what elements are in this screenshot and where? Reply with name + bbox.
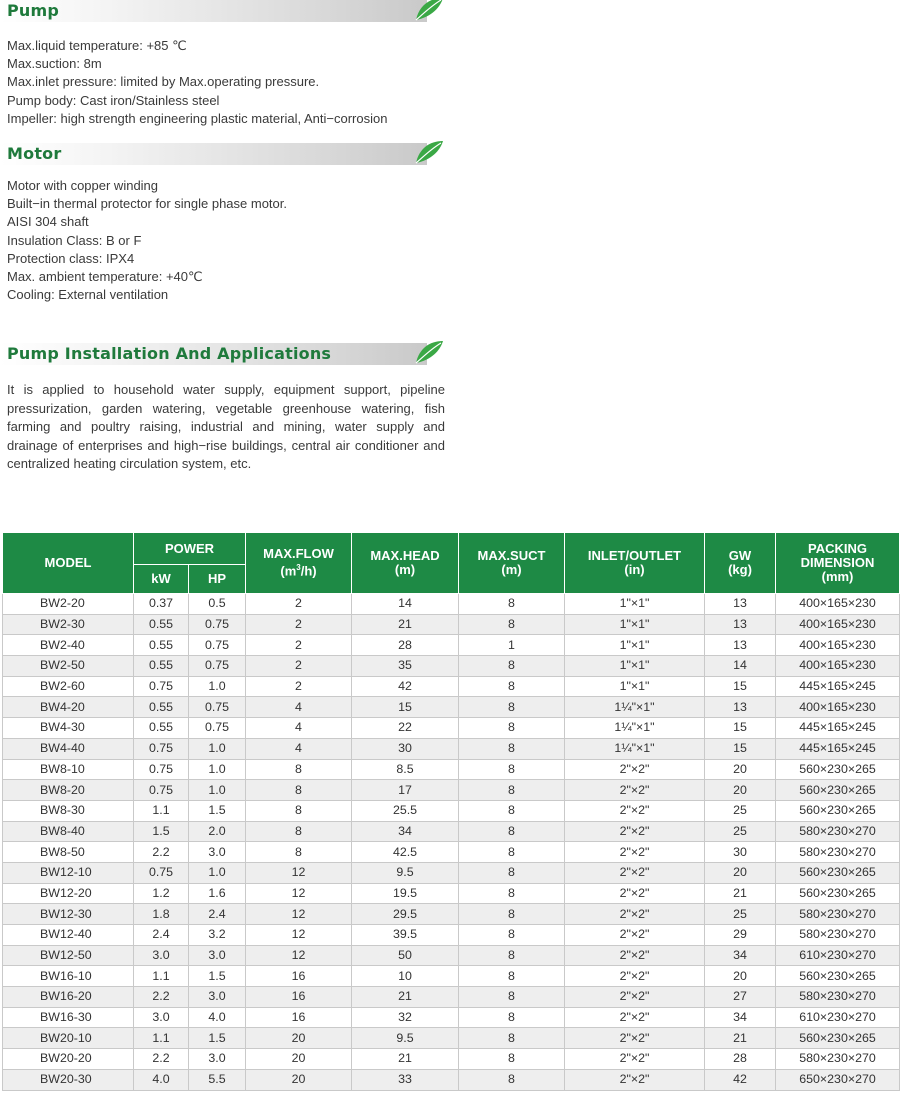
header-label: PACKING [808, 541, 867, 556]
header-unit: (kg) [728, 562, 752, 577]
cell-inlet-outlet: 2"×2" [565, 780, 705, 801]
header-label: DIMENSION [800, 555, 875, 570]
section-header-applications [0, 343, 445, 365]
cell-inlet-outlet: 2"×2" [565, 883, 705, 904]
cell-gw: 27 [705, 987, 776, 1008]
cell-max-flow: 4 [246, 697, 352, 718]
cell-max-suct: 8 [459, 697, 565, 718]
cell-max-suct: 8 [459, 862, 565, 883]
cell-max-head: 19.5 [352, 883, 459, 904]
cell-max-flow: 12 [246, 945, 352, 966]
cell-inlet-outlet: 1"×1" [565, 656, 705, 677]
cell-inlet-outlet: 1¼"×1" [565, 738, 705, 759]
cell-max-suct: 8 [459, 718, 565, 739]
unit-part: (m [280, 563, 297, 579]
unit-part: /h) [300, 563, 317, 579]
table-row [3, 842, 900, 863]
cell-gw: 14 [705, 656, 776, 677]
cell-inlet-outlet: 1"×1" [565, 594, 705, 615]
cell-inlet-outlet: 2"×2" [565, 759, 705, 780]
cell-hp: 0.75 [189, 718, 246, 739]
cell-packing: 560×230×265 [776, 800, 900, 821]
cell-max-suct: 8 [459, 883, 565, 904]
cell-gw: 28 [705, 1049, 776, 1070]
header-label: MAX.FLOW [263, 546, 334, 562]
cell-inlet-outlet: 2"×2" [565, 1069, 705, 1090]
cell-packing: 650×230×270 [776, 1069, 900, 1090]
cell-hp: 0.75 [189, 614, 246, 635]
cell-gw: 15 [705, 676, 776, 697]
col-header-kw: kW [134, 565, 189, 594]
header-unit: (mm) [821, 569, 854, 584]
spec-line: Max. ambient temperature: +40℃ [7, 269, 203, 285]
cell-model: BW8-30 [3, 800, 134, 821]
cell-kw: 3.0 [134, 1007, 189, 1028]
cell-model: BW16-10 [3, 966, 134, 987]
cell-max-flow: 2 [246, 614, 352, 635]
cell-hp: 5.5 [189, 1069, 246, 1090]
header-label: GW [728, 548, 752, 563]
cell-hp: 1.5 [189, 1028, 246, 1049]
cell-packing: 580×230×270 [776, 821, 900, 842]
cell-model: BW4-20 [3, 697, 134, 718]
cell-max-head: 22 [352, 718, 459, 739]
cell-max-head: 50 [352, 945, 459, 966]
table-row [3, 862, 900, 883]
cell-max-flow: 8 [246, 759, 352, 780]
cell-max-flow: 8 [246, 780, 352, 801]
table-row [3, 925, 900, 946]
cell-inlet-outlet: 1¼"×1" [565, 697, 705, 718]
table-row [3, 656, 900, 677]
header-label: INLET/OUTLET [587, 548, 682, 563]
cell-hp: 1.5 [189, 966, 246, 987]
col-header-gw [705, 533, 776, 594]
cell-hp: 1.0 [189, 759, 246, 780]
cell-model: BW12-50 [3, 945, 134, 966]
cell-inlet-outlet: 2"×2" [565, 842, 705, 863]
cell-kw: 0.75 [134, 676, 189, 697]
cell-packing: 580×230×270 [776, 1049, 900, 1070]
cell-max-suct: 8 [459, 594, 565, 615]
col-header-model: MODEL [3, 533, 134, 594]
cell-kw: 2.2 [134, 842, 189, 863]
cell-hp: 1.5 [189, 800, 246, 821]
cell-inlet-outlet: 1¼"×1" [565, 718, 705, 739]
spec-line: Cooling: External ventilation [7, 287, 169, 303]
cell-max-head: 28 [352, 635, 459, 656]
table-row [3, 966, 900, 987]
cell-packing: 610×230×270 [776, 945, 900, 966]
cell-max-suct: 8 [459, 904, 565, 925]
cell-max-head: 14 [352, 594, 459, 615]
cell-packing: 400×165×230 [776, 697, 900, 718]
cell-inlet-outlet: 2"×2" [565, 966, 705, 987]
section-title: Motor [7, 144, 62, 163]
cell-packing: 560×230×265 [776, 883, 900, 904]
header-unit: (m) [394, 562, 416, 577]
cell-model: BW2-50 [3, 656, 134, 677]
cell-gw: 20 [705, 759, 776, 780]
cell-gw: 20 [705, 862, 776, 883]
cell-kw: 0.55 [134, 718, 189, 739]
cell-max-flow: 2 [246, 635, 352, 656]
table-row [3, 759, 900, 780]
cell-inlet-outlet: 2"×2" [565, 1028, 705, 1049]
cell-max-suct: 8 [459, 676, 565, 697]
cell-hp: 4.0 [189, 1007, 246, 1028]
cell-kw: 0.55 [134, 635, 189, 656]
cell-packing: 400×165×230 [776, 614, 900, 635]
cell-gw: 34 [705, 1007, 776, 1028]
cell-gw: 30 [705, 842, 776, 863]
cell-hp: 0.75 [189, 656, 246, 677]
cell-kw: 1.2 [134, 883, 189, 904]
cell-inlet-outlet: 1"×1" [565, 614, 705, 635]
cell-kw: 1.1 [134, 1028, 189, 1049]
cell-packing: 560×230×265 [776, 759, 900, 780]
table-row [3, 800, 900, 821]
table-row [3, 987, 900, 1008]
cell-gw: 13 [705, 594, 776, 615]
cell-kw: 0.75 [134, 759, 189, 780]
cell-model: BW2-60 [3, 676, 134, 697]
cell-max-suct: 8 [459, 1028, 565, 1049]
cell-inlet-outlet: 2"×2" [565, 1049, 705, 1070]
cell-kw: 1.1 [134, 966, 189, 987]
cell-max-head: 39.5 [352, 925, 459, 946]
leaf-icon [413, 139, 445, 165]
cell-hp: 2.0 [189, 821, 246, 842]
cell-packing: 580×230×270 [776, 904, 900, 925]
table-row [3, 883, 900, 904]
cell-gw: 13 [705, 614, 776, 635]
spec-table-body [3, 594, 900, 1091]
cell-packing: 610×230×270 [776, 1007, 900, 1028]
cell-hp: 1.0 [189, 676, 246, 697]
cell-kw: 0.75 [134, 780, 189, 801]
cell-inlet-outlet: 2"×2" [565, 821, 705, 842]
col-header-power: POWER [134, 533, 246, 565]
cell-packing: 400×165×230 [776, 635, 900, 656]
cell-model: BW20-20 [3, 1049, 134, 1070]
cell-max-flow: 8 [246, 800, 352, 821]
cell-inlet-outlet: 1"×1" [565, 635, 705, 656]
cell-model: BW16-20 [3, 987, 134, 1008]
applications-text: It is applied to household water supply, equipment support, pipeline pressurization, garden watering, vegetable greenhouse watering, fish farming and poultry raising, industrial and mining, water supply and drainage of enterprises and high−rise buildings, central air conditioner and centralized heating circulation system, etc. [7, 382, 445, 472]
cell-max-head: 29.5 [352, 904, 459, 925]
spec-line: AISI 304 shaft [7, 214, 89, 230]
cell-kw: 0.55 [134, 614, 189, 635]
cell-max-flow: 4 [246, 718, 352, 739]
section-header-bar [0, 0, 427, 22]
spec-line: Motor with copper winding [7, 178, 159, 193]
cell-max-head: 15 [352, 697, 459, 718]
cell-max-head: 30 [352, 738, 459, 759]
cell-kw: 0.75 [134, 862, 189, 883]
cell-max-flow: 12 [246, 862, 352, 883]
cell-max-head: 8.5 [352, 759, 459, 780]
cell-max-head: 21 [352, 614, 459, 635]
cell-packing: 400×165×230 [776, 594, 900, 615]
cell-max-suct: 8 [459, 800, 565, 821]
cell-inlet-outlet: 2"×2" [565, 800, 705, 821]
cell-hp: 1.0 [189, 862, 246, 883]
cell-packing: 560×230×265 [776, 966, 900, 987]
col-header-hp: HP [189, 565, 246, 594]
cell-max-head: 17 [352, 780, 459, 801]
cell-max-flow: 4 [246, 738, 352, 759]
table-row [3, 1007, 900, 1028]
table-row [3, 594, 900, 615]
cell-gw: 42 [705, 1069, 776, 1090]
cell-model: BW20-30 [3, 1069, 134, 1090]
cell-max-suct: 8 [459, 1007, 565, 1028]
cell-max-flow: 2 [246, 656, 352, 677]
cell-model: BW4-40 [3, 738, 134, 759]
cell-max-head: 21 [352, 987, 459, 1008]
spec-line: Max.inlet pressure: limited by Max.operating pressure. [7, 74, 320, 90]
cell-gw: 21 [705, 883, 776, 904]
cell-model: BW2-30 [3, 614, 134, 635]
cell-gw: 34 [705, 945, 776, 966]
cell-kw: 2.4 [134, 925, 189, 946]
cell-inlet-outlet: 1"×1" [565, 676, 705, 697]
table-row [3, 614, 900, 635]
cell-max-suct: 8 [459, 987, 565, 1008]
section-header-motor [0, 143, 445, 165]
cell-packing: 560×230×265 [776, 862, 900, 883]
table-row [3, 738, 900, 759]
cell-gw: 25 [705, 800, 776, 821]
col-header-inlet-outlet [565, 533, 705, 594]
cell-max-head: 32 [352, 1007, 459, 1028]
cell-inlet-outlet: 2"×2" [565, 925, 705, 946]
cell-inlet-outlet: 2"×2" [565, 862, 705, 883]
table-row [3, 780, 900, 801]
cell-kw: 2.2 [134, 1049, 189, 1070]
col-header-max-flow [246, 533, 352, 594]
cell-max-suct: 8 [459, 759, 565, 780]
cell-inlet-outlet: 2"×2" [565, 1007, 705, 1028]
leaf-icon [413, 339, 445, 365]
cell-max-flow: 8 [246, 821, 352, 842]
cell-model: BW2-20 [3, 594, 134, 615]
cell-kw: 1.5 [134, 821, 189, 842]
cell-max-flow: 2 [246, 676, 352, 697]
cell-gw: 29 [705, 925, 776, 946]
cell-inlet-outlet: 2"×2" [565, 945, 705, 966]
cell-max-suct: 8 [459, 1069, 565, 1090]
cell-model: BW8-20 [3, 780, 134, 801]
cell-max-head: 42.5 [352, 842, 459, 863]
unit-superscript: 3 [296, 563, 301, 573]
cell-kw: 2.2 [134, 987, 189, 1008]
cell-gw: 25 [705, 904, 776, 925]
cell-model: BW4-30 [3, 718, 134, 739]
cell-max-head: 9.5 [352, 862, 459, 883]
section-title: Pump Installation And Applications [7, 344, 332, 363]
cell-max-flow: 16 [246, 987, 352, 1008]
cell-kw: 3.0 [134, 945, 189, 966]
cell-max-head: 21 [352, 1049, 459, 1070]
col-header-max-suct [459, 533, 565, 594]
cell-max-flow: 20 [246, 1049, 352, 1070]
cell-max-suct: 8 [459, 656, 565, 677]
cell-inlet-outlet: 2"×2" [565, 904, 705, 925]
cell-model: BW16-30 [3, 1007, 134, 1028]
cell-max-flow: 20 [246, 1069, 352, 1090]
cell-gw: 15 [705, 738, 776, 759]
table-row [3, 1028, 900, 1049]
spec-line: Protection class: IPX4 [7, 250, 135, 266]
header-label: MAX.HEAD [370, 548, 440, 563]
cell-kw: 0.55 [134, 656, 189, 677]
cell-hp: 3.0 [189, 1049, 246, 1070]
cell-kw: 1.8 [134, 904, 189, 925]
section-header-pump [0, 0, 445, 22]
table-row [3, 821, 900, 842]
cell-packing: 400×165×230 [776, 656, 900, 677]
cell-model: BW12-10 [3, 862, 134, 883]
cell-gw: 13 [705, 697, 776, 718]
cell-max-suct: 8 [459, 842, 565, 863]
spec-line: Pump body: Cast iron/Stainless steel [7, 92, 220, 108]
cell-packing: 580×230×270 [776, 987, 900, 1008]
table-row [3, 1069, 900, 1090]
cell-max-suct: 8 [459, 1049, 565, 1070]
cell-model: BW8-50 [3, 842, 134, 863]
cell-kw: 1.1 [134, 800, 189, 821]
cell-gw: 25 [705, 821, 776, 842]
cell-packing: 580×230×270 [776, 842, 900, 863]
cell-gw: 20 [705, 780, 776, 801]
cell-max-head: 42 [352, 676, 459, 697]
cell-model: BW2-40 [3, 635, 134, 656]
cell-max-head: 25.5 [352, 800, 459, 821]
cell-max-flow: 16 [246, 966, 352, 987]
cell-max-flow: 16 [246, 1007, 352, 1028]
spec-line: Max.suction: 8m [7, 56, 102, 72]
cell-hp: 3.2 [189, 925, 246, 946]
cell-max-flow: 12 [246, 904, 352, 925]
cell-hp: 2.4 [189, 904, 246, 925]
spec-line: Built−in thermal protector for single phase motor. [7, 196, 288, 212]
pump-specs [7, 37, 387, 128]
cell-kw: 0.55 [134, 697, 189, 718]
header-unit [246, 561, 351, 578]
cell-gw: 15 [705, 718, 776, 739]
cell-packing: 560×230×265 [776, 780, 900, 801]
cell-gw: 13 [705, 635, 776, 656]
table-row [3, 697, 900, 718]
cell-packing: 580×230×270 [776, 925, 900, 946]
cell-hp: 1.6 [189, 883, 246, 904]
spec-line: Insulation Class: B or F [7, 232, 142, 248]
cell-max-suct: 1 [459, 635, 565, 656]
cell-model: BW12-20 [3, 883, 134, 904]
col-header-packing [776, 533, 900, 594]
cell-hp: 0.5 [189, 594, 246, 615]
cell-max-flow: 12 [246, 925, 352, 946]
cell-model: BW12-40 [3, 925, 134, 946]
header-unit: (in) [624, 562, 645, 577]
cell-packing: 445×165×245 [776, 738, 900, 759]
cell-packing: 445×165×245 [776, 718, 900, 739]
cell-model: BW8-40 [3, 821, 134, 842]
header-unit: (m) [501, 562, 522, 577]
cell-max-suct: 8 [459, 966, 565, 987]
table-row [3, 718, 900, 739]
cell-max-suct: 8 [459, 945, 565, 966]
section-header-bar [0, 143, 427, 165]
cell-gw: 20 [705, 966, 776, 987]
cell-max-head: 10 [352, 966, 459, 987]
cell-hp: 0.75 [189, 697, 246, 718]
cell-hp: 1.0 [189, 780, 246, 801]
cell-max-suct: 8 [459, 925, 565, 946]
table-row [3, 945, 900, 966]
cell-max-suct: 8 [459, 780, 565, 801]
cell-hp: 1.0 [189, 738, 246, 759]
cell-max-head: 9.5 [352, 1028, 459, 1049]
table-row [3, 1049, 900, 1070]
cell-hp: 3.0 [189, 945, 246, 966]
cell-max-flow: 8 [246, 842, 352, 863]
cell-max-flow: 12 [246, 883, 352, 904]
cell-gw: 21 [705, 1028, 776, 1049]
header-label: MAX.SUCT [477, 548, 546, 563]
cell-max-suct: 8 [459, 821, 565, 842]
cell-model: BW8-10 [3, 759, 134, 780]
col-header-max-head [352, 533, 459, 594]
cell-hp: 0.75 [189, 635, 246, 656]
cell-max-flow: 20 [246, 1028, 352, 1049]
cell-max-suct: 8 [459, 614, 565, 635]
spec-line: Max.liquid temperature: +85 ℃ [7, 38, 187, 53]
table-row [3, 676, 900, 697]
cell-packing: 445×165×245 [776, 676, 900, 697]
cell-hp: 3.0 [189, 842, 246, 863]
table-row [3, 635, 900, 656]
leaf-icon [413, 0, 445, 22]
spec-table [2, 532, 900, 1091]
table-row [3, 904, 900, 925]
cell-max-head: 33 [352, 1069, 459, 1090]
cell-max-flow: 2 [246, 594, 352, 615]
cell-model: BW12-30 [3, 904, 134, 925]
cell-max-suct: 8 [459, 738, 565, 759]
cell-max-head: 34 [352, 821, 459, 842]
cell-kw: 4.0 [134, 1069, 189, 1090]
section-title: Pump [7, 1, 60, 20]
cell-inlet-outlet: 2"×2" [565, 987, 705, 1008]
motor-specs [7, 177, 287, 304]
spec-line: Impeller: high strength engineering plastic material, Anti−corrosion [7, 110, 388, 126]
cell-max-head: 35 [352, 656, 459, 677]
cell-packing: 560×230×265 [776, 1028, 900, 1049]
cell-kw: 0.75 [134, 738, 189, 759]
cell-hp: 3.0 [189, 987, 246, 1008]
cell-kw: 0.37 [134, 594, 189, 615]
cell-model: BW20-10 [3, 1028, 134, 1049]
